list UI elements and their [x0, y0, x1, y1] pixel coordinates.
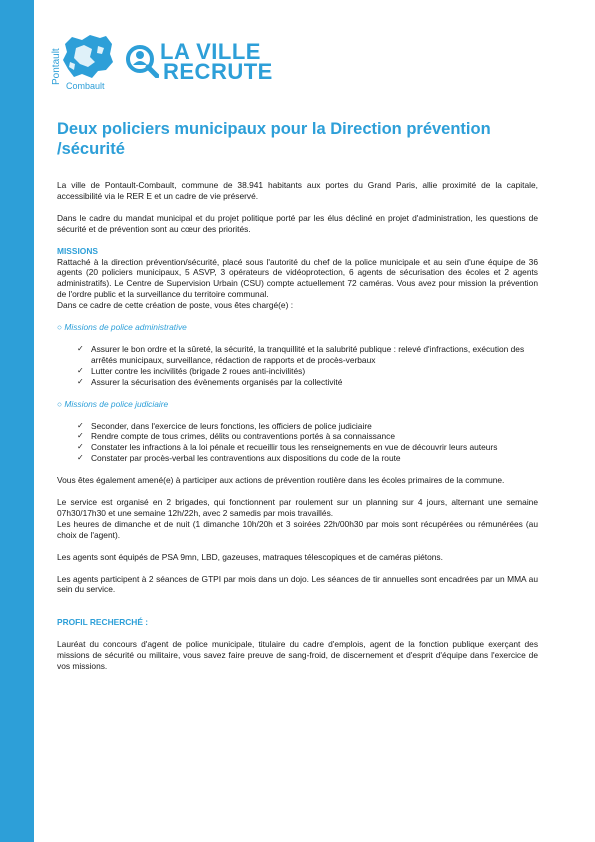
intro-paragraph-2: Dans le cadre du mandat municipal et du projet politique porté par les élus décliné en projet d'administration, les questions de sécurité et de prévention sont au cœur des priorités.	[57, 212, 538, 234]
sunday-night-paragraph: Les heures de dimanche et de nuit (1 dimanche 10h/20h et 3 soirées 22h/00h30 par mois sont récupérées ou rémunérées (au choix de l'agent).	[57, 518, 538, 540]
missions-heading: MISSIONS	[57, 245, 98, 256]
list-item: ✓ Constater les infractions à la loi pénale et recueillir tous les renseignements en vue de découvrir leurs auteurs	[79, 442, 538, 453]
recrute-logo-line1: LA VILLE	[160, 39, 261, 64]
equipment-paragraph: Les agents sont équipés de PSA 9mn, LBD, gazeuses, matraques télescopiques et de caméras piétons.	[57, 551, 443, 562]
document-body	[57, 180, 538, 672]
profile-heading: PROFIL RECHERCHÉ :	[57, 617, 149, 628]
list-item: ✓ Seconder, dans l'exercice de leurs fonctions, les officiers de police judiciaire	[79, 421, 538, 432]
list-item: ✓ Assurer la sécurisation des évènements organisés par la collectivité	[79, 377, 538, 388]
intro-paragraph-1: La ville de Pontault-Combault, commune de 38.941 habitants aux portes du Grand Paris, allie proximité de la capitale, accessibilité via le RER E et un cadre de vie préservé.	[57, 180, 538, 201]
town-logo-horizontal-text: Combault	[66, 81, 105, 91]
profile-paragraph: Lauréat du concours d'agent de police municipale, titulaire du cadre d'emplois, agent de la fonction publique exerçant des missions de sécurité ou militaire, vous savez faire preuve de sang-froid, de discernement et d'esprit d'équipe dans l'exercice de vos missions.	[57, 639, 538, 672]
schedule-paragraph: Le service est organisé en 2 brigades, qui fonctionnent par roulement sur un planning sur 4 jours, alternant une semaine 07h30/17h30 et une semaine 12h/22h, avec 2 samedis par mois travaillés.	[57, 497, 538, 518]
side-accent-bar	[0, 0, 34, 842]
judicial-missions-heading: ○ Missions de police judiciaire	[57, 398, 169, 409]
missions-paragraph: Rattaché à la direction prévention/sécurité, placé sous l'autorité du chef de la police municipale et au sein d'une équipe de 36 agents (20 policiers municipaux, 5 ASVP, 3 opérateurs de vidéoprotection, 6 agents de sécurisation des écoles et 2 agents administratifs). Le Centre de Supervision Urbain (CSU) compte actuellement 72 caméras. Vous avez pour mission la prévention de l'ordre public et la surveillance du territoire communal.	[57, 256, 538, 300]
town-logo-vertical-text: Pontault	[51, 48, 62, 85]
page-title: Deux policiers municipaux pour la Direction prévention /sécurité	[57, 120, 491, 158]
list-item: ✓ Lutter contre les incivilités (brigade 2 roues anti-incivilités)	[79, 366, 538, 377]
missions-lead: Dans ce cadre de cette création de poste, vous êtes chargé(e) :	[57, 300, 294, 311]
list-item: ✓ Assurer le bon ordre et la sûreté, la sécurité, la tranquillité et la salubrité publique : relevé d'infractions, exécution des arrêtés municipaux, surveillance, rédaction de rapports et de procès-verbaux	[79, 344, 538, 366]
town-map-logo-icon	[62, 34, 114, 80]
list-item: ✓ Rendre compte de tous crimes, délits ou contraventions portés à sa connaissance	[79, 431, 538, 442]
list-item: ✓ Constater par procès-verbal les contraventions aux dispositions du code de la route	[79, 453, 538, 464]
prevention-paragraph: Vous êtes également amené(e) à participer aux actions de prévention routière dans les écoles primaires de la commune.	[57, 475, 505, 486]
training-paragraph: Les agents participent à 2 séances de GTPI par mois dans un dojo. Les séances de tir annuelles sont encadrées par un MMA au sein du service.	[57, 573, 538, 595]
admin-missions-list	[57, 344, 538, 388]
recrute-logo-line2: RECRUTE	[163, 59, 273, 84]
admin-missions-heading: ○ Missions de police administrative	[57, 322, 187, 333]
magnifier-people-icon	[125, 44, 159, 78]
judicial-missions-list	[57, 421, 538, 465]
